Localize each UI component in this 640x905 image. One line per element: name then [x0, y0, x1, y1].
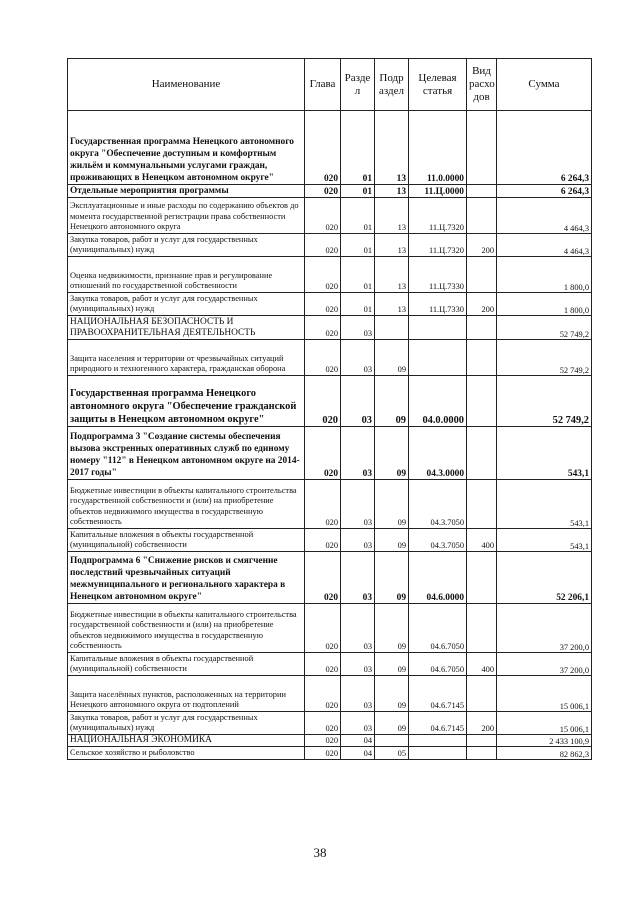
- section-cell: 03: [341, 529, 375, 552]
- chapter-cell: 020: [305, 234, 341, 257]
- subsection-cell: 13: [375, 257, 409, 293]
- amount-cell: 543,1: [497, 427, 592, 480]
- name-cell: Подпрограмма 6 "Снижение рисков и смягчение последствий чрезвычайных ситуаций межмуниципального и регионального характера в Ненецком автономном округе": [68, 552, 305, 604]
- section-cell: 03: [341, 676, 375, 712]
- table-row: [68, 480, 592, 529]
- expense-type-cell: [467, 340, 497, 376]
- expense-type-cell: 400: [467, 529, 497, 552]
- amount-cell: 1 800,0: [497, 293, 592, 316]
- table-row: [68, 340, 592, 376]
- amount-cell: 52 749,2: [497, 316, 592, 340]
- header-chapter: Глава: [305, 59, 341, 111]
- name-cell: Защита населения и территории от чрезвычайных ситуаций природного и техногенного характера, гражданская оборона: [68, 340, 305, 376]
- expense-type-cell: 200: [467, 712, 497, 735]
- name-cell: Бюджетные инвестиции в объекты капитального строительства государственной собственности и (или) на приобретение объектов недвижимого имущества в государственную собственность: [68, 604, 305, 653]
- subsection-cell: 05: [375, 747, 409, 760]
- table-row: [68, 376, 592, 427]
- header-name: Наименование: [68, 59, 305, 111]
- subsection-cell: 09: [375, 427, 409, 480]
- amount-cell: 2 433 100,9: [497, 735, 592, 747]
- subsection-cell: 09: [375, 604, 409, 653]
- section-cell: 01: [341, 234, 375, 257]
- expense-type-cell: [467, 257, 497, 293]
- name-cell: Отдельные мероприятия программы: [68, 185, 305, 198]
- table-row: [68, 198, 592, 234]
- amount-cell: 4 464,3: [497, 198, 592, 234]
- table-row: [68, 712, 592, 735]
- expense-type-cell: 200: [467, 234, 497, 257]
- table-row: [68, 604, 592, 653]
- amount-cell: 4 464,3: [497, 234, 592, 257]
- name-cell: Защита населённых пунктов, расположенных на территории Ненецкого автономного округа от подтоплений: [68, 676, 305, 712]
- name-cell: Закупка товаров, работ и услуг для государственных (муниципальных) нужд: [68, 234, 305, 257]
- budget-table: [67, 58, 592, 760]
- target-cell: 11.Ц.7320: [409, 198, 467, 234]
- chapter-cell: 020: [305, 376, 341, 427]
- table-row: [68, 257, 592, 293]
- amount-cell: 543,1: [497, 529, 592, 552]
- section-cell: 01: [341, 198, 375, 234]
- table-row: [68, 185, 592, 198]
- subsection-cell: 09: [375, 552, 409, 604]
- table-row: [68, 735, 592, 747]
- expense-type-cell: 200: [467, 293, 497, 316]
- expense-type-cell: 400: [467, 653, 497, 676]
- subsection-cell: 13: [375, 234, 409, 257]
- amount-cell: 82 862,3: [497, 747, 592, 760]
- target-cell: 11.0.0000: [409, 111, 467, 185]
- section-cell: 03: [341, 316, 375, 340]
- table-row: [68, 111, 592, 185]
- target-cell: 04.0.0000: [409, 376, 467, 427]
- target-cell: [409, 747, 467, 760]
- expense-type-cell: [467, 427, 497, 480]
- table-row: [68, 676, 592, 712]
- section-cell: 03: [341, 376, 375, 427]
- name-cell: Бюджетные инвестиции в объекты капитального строительства государственной собственности и (или) на приобретение объектов недвижимого имущества в государственную собственность: [68, 480, 305, 529]
- chapter-cell: 020: [305, 712, 341, 735]
- expense-type-cell: [467, 552, 497, 604]
- chapter-cell: 020: [305, 676, 341, 712]
- amount-cell: 52 749,2: [497, 376, 592, 427]
- section-cell: 01: [341, 257, 375, 293]
- expense-type-cell: [467, 185, 497, 198]
- target-cell: 11.Ц.0000: [409, 185, 467, 198]
- expense-type-cell: [467, 376, 497, 427]
- table-row: [68, 653, 592, 676]
- amount-cell: 52 206,1: [497, 552, 592, 604]
- target-cell: 04.6.0000: [409, 552, 467, 604]
- subsection-cell: [375, 316, 409, 340]
- name-cell: НАЦИОНАЛЬНАЯ ЭКОНОМИКА: [68, 735, 305, 747]
- section-cell: 01: [341, 111, 375, 185]
- name-cell: Закупка товаров, работ и услуг для государственных (муниципальных) нужд: [68, 712, 305, 735]
- section-cell: 03: [341, 427, 375, 480]
- target-cell: 04.6.7145: [409, 676, 467, 712]
- amount-cell: 1 800,0: [497, 257, 592, 293]
- chapter-cell: 020: [305, 293, 341, 316]
- name-cell: Государственная программа Ненецкого автономного округа "Обеспечение гражданской защиты в Ненецком автономном округе": [68, 376, 305, 427]
- table-row: [68, 529, 592, 552]
- page-number: 38: [313, 845, 327, 860]
- name-cell: НАЦИОНАЛЬНАЯ БЕЗОПАСНОСТЬ И ПРАВООХРАНИТЕЛЬНАЯ ДЕЯТЕЛЬНОСТЬ: [68, 316, 305, 340]
- name-cell: Эксплуатационные и иные расходы по содержанию объектов до момента государственной регистрации права собственности Ненецкого автономного округа: [68, 198, 305, 234]
- chapter-cell: 020: [305, 257, 341, 293]
- table-body: [68, 111, 592, 760]
- section-cell: 03: [341, 552, 375, 604]
- name-cell: Сельское хозяйство и рыболовство: [68, 747, 305, 760]
- name-cell: Капитальные вложения в объекты государственной (муниципальной) собственности: [68, 529, 305, 552]
- section-cell: 03: [341, 653, 375, 676]
- name-cell: Закупка товаров, работ и услуг для государственных (муниципальных) нужд: [68, 293, 305, 316]
- chapter-cell: 020: [305, 316, 341, 340]
- amount-cell: 15 006,1: [497, 676, 592, 712]
- subsection-cell: 13: [375, 198, 409, 234]
- subsection-cell: 09: [375, 712, 409, 735]
- header-row: [68, 59, 592, 111]
- target-cell: 04.3.7050: [409, 480, 467, 529]
- amount-cell: 15 006,1: [497, 712, 592, 735]
- name-cell: Капитальные вложения в объекты государственной (муниципальной) собственности: [68, 653, 305, 676]
- header-target: Целевая статья: [409, 59, 467, 111]
- section-cell: 03: [341, 480, 375, 529]
- name-cell: Государственная программа Ненецкого автономного округа "Обеспечение доступным и комфортным жильём и коммунальными услугами граждан, проживающих в Ненецком автономном округе": [68, 111, 305, 185]
- chapter-cell: 020: [305, 653, 341, 676]
- amount-cell: 6 264,3: [497, 185, 592, 198]
- amount-cell: 52 749,2: [497, 340, 592, 376]
- section-cell: 01: [341, 185, 375, 198]
- target-cell: 11.Ц.7330: [409, 257, 467, 293]
- subsection-cell: 09: [375, 529, 409, 552]
- table-row: [68, 293, 592, 316]
- section-cell: 03: [341, 604, 375, 653]
- table-row: [68, 427, 592, 480]
- target-cell: 11.Ц.7330: [409, 293, 467, 316]
- amount-cell: 37 200,0: [497, 604, 592, 653]
- table-row: [68, 747, 592, 760]
- subsection-cell: 09: [375, 480, 409, 529]
- target-cell: 11.Ц.7320: [409, 234, 467, 257]
- expense-type-cell: [467, 747, 497, 760]
- section-cell: 03: [341, 340, 375, 376]
- header-amount: Сумма: [497, 59, 592, 111]
- chapter-cell: 020: [305, 198, 341, 234]
- amount-cell: 543,1: [497, 480, 592, 529]
- expense-type-cell: [467, 198, 497, 234]
- expense-type-cell: [467, 735, 497, 747]
- chapter-cell: 020: [305, 529, 341, 552]
- chapter-cell: 020: [305, 111, 341, 185]
- target-cell: 04.6.7050: [409, 653, 467, 676]
- target-cell: 04.3.0000: [409, 427, 467, 480]
- chapter-cell: 020: [305, 552, 341, 604]
- expense-type-cell: [467, 111, 497, 185]
- target-cell: [409, 735, 467, 747]
- target-cell: 04.6.7050: [409, 604, 467, 653]
- name-cell: Подпрограмма 3 "Создание системы обеспечения вызова экстренных оперативных служб по единому номеру "112" в Ненецком автономном округе на 2014-2017 годы": [68, 427, 305, 480]
- subsection-cell: [375, 735, 409, 747]
- name-cell: Оценка недвижимости, признание прав и регулирование отношений по государственной собственности: [68, 257, 305, 293]
- chapter-cell: 020: [305, 340, 341, 376]
- subsection-cell: 13: [375, 293, 409, 316]
- chapter-cell: 020: [305, 604, 341, 653]
- table-row: [68, 316, 592, 340]
- target-cell: 04.3.7050: [409, 529, 467, 552]
- header-subsection: Подр аздел: [375, 59, 409, 111]
- section-cell: 01: [341, 293, 375, 316]
- chapter-cell: 020: [305, 427, 341, 480]
- amount-cell: 6 264,3: [497, 111, 592, 185]
- chapter-cell: 020: [305, 185, 341, 198]
- table-row: [68, 234, 592, 257]
- chapter-cell: 020: [305, 747, 341, 760]
- table-row: [68, 552, 592, 604]
- subsection-cell: 09: [375, 340, 409, 376]
- expense-type-cell: [467, 604, 497, 653]
- target-cell: 04.6.7145: [409, 712, 467, 735]
- header-expense-type: Вид расхо дов: [467, 59, 497, 111]
- expense-type-cell: [467, 676, 497, 712]
- target-cell: [409, 340, 467, 376]
- header-section: Разде л: [341, 59, 375, 111]
- section-cell: 03: [341, 712, 375, 735]
- subsection-cell: 09: [375, 676, 409, 712]
- section-cell: 04: [341, 735, 375, 747]
- subsection-cell: 09: [375, 376, 409, 427]
- subsection-cell: 13: [375, 185, 409, 198]
- subsection-cell: 13: [375, 111, 409, 185]
- section-cell: 04: [341, 747, 375, 760]
- amount-cell: 37 200,0: [497, 653, 592, 676]
- expense-type-cell: [467, 316, 497, 340]
- chapter-cell: 020: [305, 735, 341, 747]
- subsection-cell: 09: [375, 653, 409, 676]
- chapter-cell: 020: [305, 480, 341, 529]
- expense-type-cell: [467, 480, 497, 529]
- target-cell: [409, 316, 467, 340]
